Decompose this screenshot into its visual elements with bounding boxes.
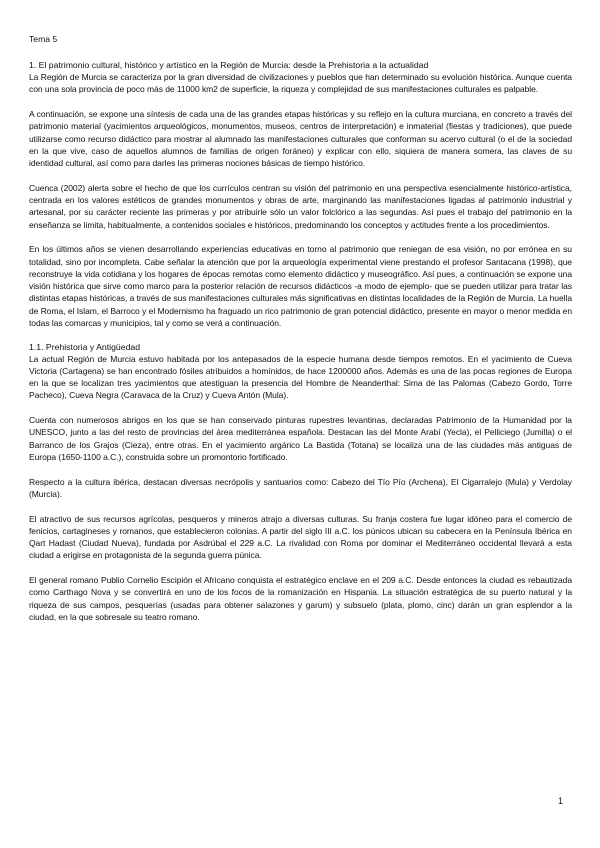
topic-label: Tema 5 (29, 34, 58, 44)
subsection-paragraph-1: La actual Región de Murcia estuvo habitada por los antepasados de la especie humana desde tiempos remotos. En el yacimiento de Cueva Victoria (Cartagena) se han encontrado fósiles atribuidos a homínidos, de hace 1200000 años. Además es una de las pocas regiones de Europa en la que se localizan tres yacimientos que atestiguan la presencia del Hombre de Neanderthal: Sima de las Palomas (Cabezo Gordo, Torre Pacheco), Cueva Negra (Caravaca de la Cruz) y Cueva Antón (Mula). (29, 353, 572, 401)
subsection-paragraph-2: Cuenta con numerosos abrigos en los que se han conservado pinturas rupestres levantinas, declaradas Patrimonio de la Humanidad por la UNESCO, junto a las del resto de provincias del área mediterránea española. Destacan las del Monte Arabí (Yecla), el Pelliciego (Jumilla) o el Barranco de los Grajos (Cieza), entre otras. En el yacimiento argárico La Bastida (Totana) se localiza una de las ciudades más antiguas de Europa (1650-1100 a.C.), construida sobre un promontorio fortificado. (29, 415, 572, 462)
subsection-paragraph-3: Respecto a la cultura ibérica, destacan diversas necrópolis y santuarios como: Cabezo del Tío Pío (Archena), El Cigarralejo (Mula) y Verdolay (Murcia). (29, 476, 572, 499)
subsection-paragraph-5: El general romano Publio Cornelio Escipión el Africano conquista el estratégico enclave en el 209 a.C. Desde entonces la ciudad es rebautizada como Carthago Nova y se convertirá en uno de los focos de la romanización en Hispania. La situación estratégica de su puerto natural y la riqueza de sus campos, pesquerías (usadas para obtener salazones y garum) y subsuelo (plata, plomo, cinc) darán un gran esplendor a la ciudad, en la que sobresale su teatro romano. (29, 575, 572, 622)
page-number: 1 (558, 796, 564, 806)
intro-paragraph-2: A continuación, se expone una síntesis de cada una de las grandes etapas históricas y su reflejo en la cultura murciana, en concreto a través del patrimonio material (yacimientos arqueológicos, monumentos, museos, centros de interpretación) e inmaterial (fiestas y tradiciones), que puede utilizarse como recurso didáctico para mostrar al alumnado las manifestaciones culturales que conforman su acervo cultural (o el de la sociedad en la que vive, caso de aquellos alumnos de familias de origen foráneo) y explicar con ello, siquiera de manera somera, las claves de su identidad cultural, así como para darles las primeras nociones básicas de tiempo histórico. (29, 109, 572, 168)
section-heading: 1. El patrimonio cultural, histórico y artístico en la Región de Murcia: desde la Prehistoria a la actualidad (29, 60, 429, 70)
subsection-paragraph-4: El atractivo de sus recursos agrícolas, pesqueros y mineros atrajo a diversas culturas. Su franja costera fue lugar idóneo para el comercio de fenicios, cartagineses y romanos, que establecieron colonias. A partir del siglo III a.C. los púnicos ubican su cabecera en la Península Ibérica en Qart Hadast (Ciudad Nueva), fundada por Asdrúbal el 229 a.C. La rivalidad con Roma por dominar el Mediterráneo occidental llevará a esta ciudad a erigirse en protagonista de la segunda guerra púnica. (29, 513, 572, 561)
intro-paragraph-4: En los últimos años se vienen desarrollando experiencias educativas en torno al patrimonio que reniegan de esa visión, no por errónea en su totalidad, sino por incompleta. Cabe señalar la atención que por la arqueología experimental viene prestando el profesor Santacana (1998), que reconstruye la vida cotidiana y los hogares de épocas remotas como elemento didáctico y museográfico. Así pues, a continuación se expone una visión histórica que sirve como marco para la posterior relación de recursos didácticos -a modo de ejemplo- que se pueden utilizar para tratar las distintas etapas históricas, a través de sus manifestaciones culturales más significativas en distintas localidades de la Región de Murcia. La huella de Roma, el Islam, el Barroco y el Modernismo ha fraguado un rico patrimonio de gran potencial didáctico, presente en mayor o menor medida en todas las comarcas y municipios, tal y como se verá a continuación. (29, 244, 572, 328)
page-content (29, 34, 572, 623)
subsection-heading: 1.1. Prehistoria y Antigüedad (29, 341, 141, 352)
intro-paragraph-3: Cuenca (2002) alerta sobre el hecho de que los currículos centran su visión del patrimonio en una perspectiva esencialmente histórico-artística, centrada en los valores estéticos de grandes monumentos y obras de arte, marginando las manifestaciones ligadas al patrimonio industrial y artesanal, por su carácter reciente las primeras y por atribuirle sólo un valor folclórico a las segundas. Así pues el trabajo del patrimonio en la enseñanza se limita, habitualmente, a contenidos sociales e históricos, predominando los conceptos y actitudes frente a los procedimientos. (29, 182, 572, 230)
intro-paragraph-1: La Región de Murcia se caracteriza por la gran diversidad de civilizaciones y pueblos que han determinado su evolución histórica. Aunque cuenta con una sola provincia de poco más de 11000 km2 de superficie, la riqueza y complejidad de sus manifestaciones culturales es palpable. (29, 72, 572, 95)
